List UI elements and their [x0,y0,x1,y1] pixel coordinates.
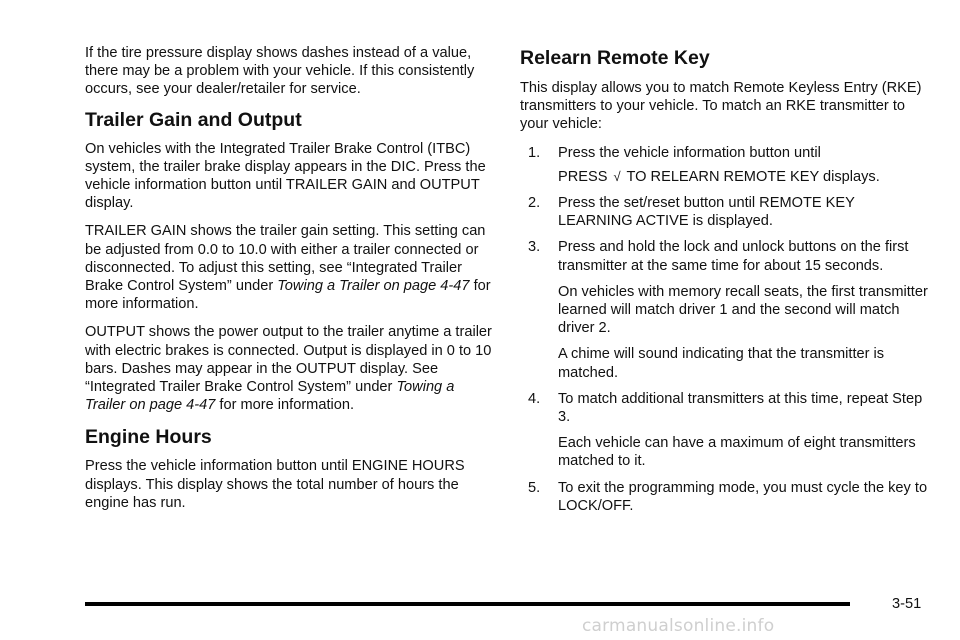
engine-hours-heading: Engine Hours [85,426,212,449]
relearn-intro-paragraph: This display allows you to match Remote Keyless Entry (RKE) transmitters to your vehicle. To match an RKE transmitter to your vehicle: [520,80,922,133]
step-number: 5. [528,479,541,496]
step-number: 3. [528,239,541,256]
tire-pressure-paragraph: If the tire pressure display shows dashes instead of a value, there may be a problem with your vehicle. If this consistently occurs, see your dealer/retailer for service. [85,45,475,98]
step-number: 1. [528,144,541,161]
towing-reference-link[interactable]: Towing a Trailer on page 4-47 [85,379,455,414]
trailer-paragraph-1: On vehicles with the Integrated Trailer Brake Control (ITBC) system, the trailer brake display appears in the DIC. Press the vehicle information button until TRAILER GAIN and OUTPUT display. [85,140,486,212]
trailer-paragraph-2: TRAILER GAIN shows the trailer gain setting. This setting can be adjusted from 0.0 to 10.0 with either a trailer connected or disconnected. To adjust this setting, see “Integrated Trailer Brake Control System” under Towing a Trailer on page 4-47 for more information. [85,223,491,313]
step-number: 4. [528,390,541,407]
step-4-note-max-transmitters: Each vehicle can have a maximum of eight transmitters matched to it. [558,435,916,470]
trailer-paragraph-3: OUTPUT shows the power output to the trailer anytime a trailer with electric brakes is connected. Output is displayed in 0 to 10 bars. Dashes may appear in the OUTPUT display. See “Integrated Trailer Brake Control System” under Towing a Trailer on page 4-47 for more information. [85,324,492,414]
list-item: 4. To match additional transmitters at this time, repeat Step 3. Each vehicle can have a maximum of eight transmitters matched to it. [520,390,932,471]
relearn-steps-list [520,144,932,515]
engine-hours-paragraph: Press the vehicle information button until ENGINE HOURS displays. This display shows the total number of hours the engine has run. [85,458,465,511]
list-item: 3. Press and hold the lock and unlock buttons on the first transmitter at the same time for about 15 seconds. On vehicles with memory recall seats, the first transmitter learned will match driver 1 and the second will match driver 2. A chime will sound indicating that the transmitter is matched. [520,238,932,381]
checkmark-icon: √ [613,168,621,184]
relearn-remote-key-heading: Relearn Remote Key [520,47,710,69]
footer-rule [85,602,850,606]
towing-reference-link[interactable]: Towing a Trailer on page 4-47 [277,278,470,295]
trailer-gain-heading: Trailer Gain and Output [85,108,302,131]
right-column [520,47,932,523]
watermark: carmanualsonline.info [582,616,775,636]
step-number: 2. [528,195,541,212]
list-item: 5. To exit the programming mode, you must cycle the key to LOCK/OFF. [520,479,932,515]
page-number: 3-51 [892,596,922,612]
step-3-note-memory-seats: On vehicles with memory recall seats, the first transmitter learned will match driver 1 and the second will match driver 2. [558,283,928,337]
step-3-note-chime: A chime will sound indicating that the transmitter is matched. [558,346,885,381]
list-item: 2. Press the set/reset button until REMOTE KEY LEARNING ACTIVE is displayed. [520,194,932,230]
left-column [85,44,497,522]
list-item: 1. Press the vehicle information button until PRESS √ TO RELEARN REMOTE KEY displays. [520,144,932,186]
